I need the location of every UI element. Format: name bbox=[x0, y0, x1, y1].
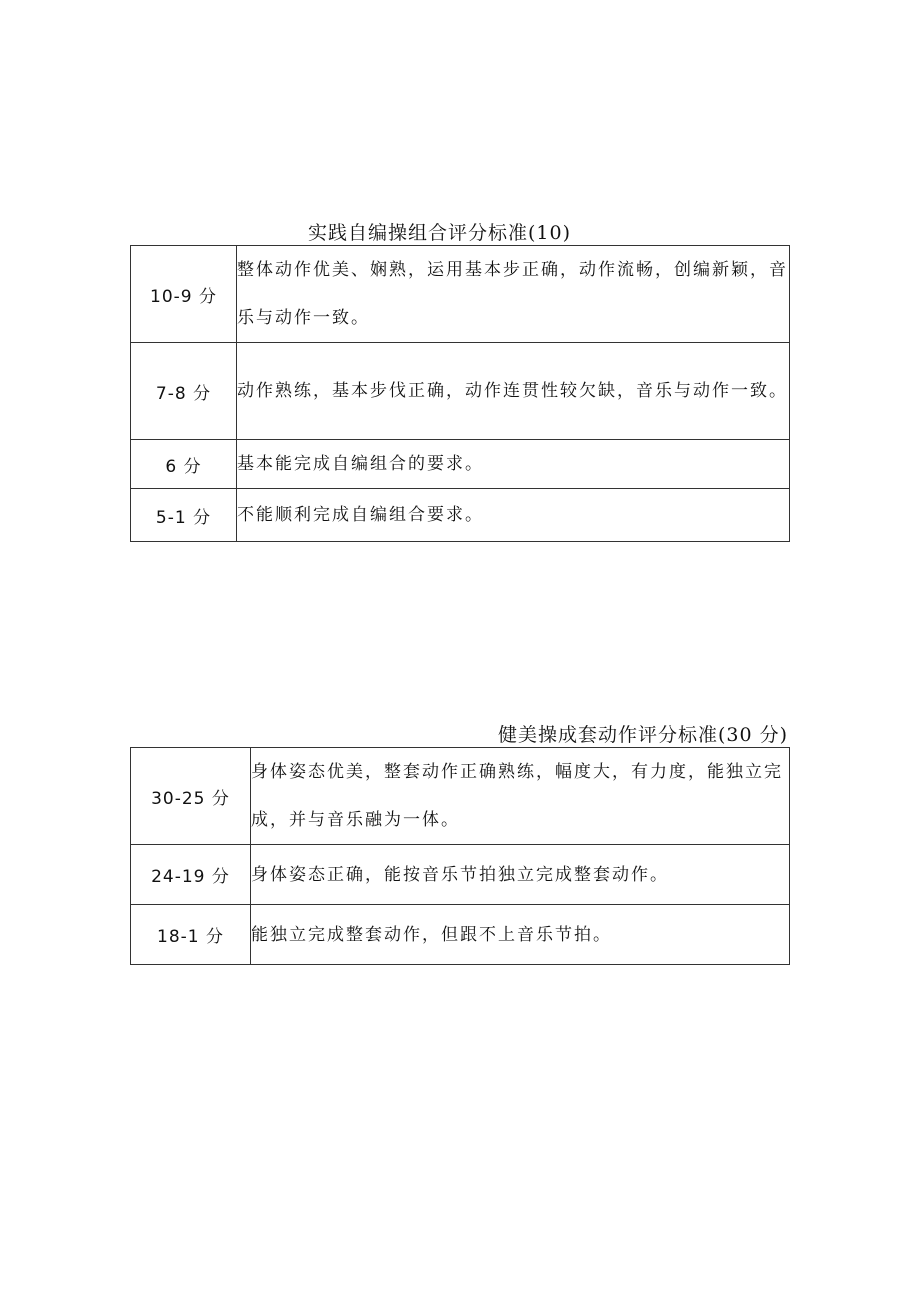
criteria-cell: 能独立完成整套动作，但跟不上音乐节拍。 bbox=[251, 905, 790, 965]
table1-caption: 实践自编操组合评分标准(10) bbox=[308, 222, 572, 244]
score-range-cell: 24-19 分 bbox=[131, 845, 251, 905]
table-row bbox=[131, 343, 790, 440]
score-range-cell: 10-9 分 bbox=[131, 246, 237, 343]
table-row bbox=[131, 440, 790, 489]
table2-caption: 健美操成套动作评分标准(30 分) bbox=[497, 724, 788, 746]
criteria-cell: 身体姿态优美，整套动作正确熟练，幅度大，有力度，能独立完成，并与音乐融为一体。 bbox=[251, 748, 790, 845]
score-range-cell: 18-1 分 bbox=[131, 905, 251, 965]
criteria-cell: 身体姿态正确，能按音乐节拍独立完成整套动作。 bbox=[251, 845, 790, 905]
table-row bbox=[131, 246, 790, 343]
criteria-cell: 整体动作优美、娴熟，运用基本步正确，动作流畅，创编新颖，音乐与动作一致。 bbox=[237, 246, 790, 343]
score-range-cell: 30-25 分 bbox=[131, 748, 251, 845]
table-row bbox=[131, 845, 790, 905]
criteria-cell: 基本能完成自编组合的要求。 bbox=[237, 440, 790, 489]
practice-routine-scoring-table bbox=[130, 245, 790, 542]
score-range-cell: 7-8 分 bbox=[131, 343, 237, 440]
criteria-cell: 不能顺利完成自编组合要求。 bbox=[237, 489, 790, 542]
table-row bbox=[131, 489, 790, 542]
score-range-cell: 6 分 bbox=[131, 440, 237, 489]
aerobics-routine-scoring-table bbox=[130, 747, 790, 965]
table-row bbox=[131, 905, 790, 965]
table-row bbox=[131, 748, 790, 845]
criteria-cell: 动作熟练，基本步伐正确，动作连贯性较欠缺，音乐与动作一致。 bbox=[237, 343, 790, 440]
score-range-cell: 5-1 分 bbox=[131, 489, 237, 542]
